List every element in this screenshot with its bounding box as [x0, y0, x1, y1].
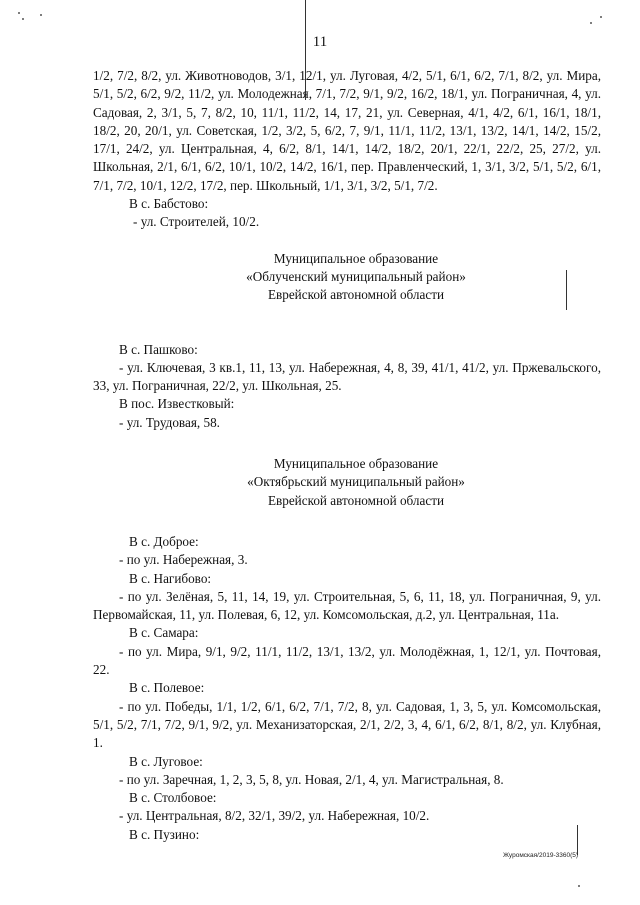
village-label-samara: В с. Самара:: [129, 625, 199, 641]
section-heading-line2: «Облученский муниципальный район»: [246, 268, 466, 284]
page-number: 11: [312, 34, 328, 50]
village-label-dobroe: В с. Доброе:: [129, 533, 199, 549]
address-paragraph: 1/2, 7/2, 8/2, ул. Животноводов, 3/1, 12/1, ул. Луговая, 4/2, 5/1, 6/1, 6/2, 7/1, 8/2, ул. Мира, 5/1, 5/2, 6/2, 9/2, 11/2, ул. Молодежная, 7/1, 7/2, 9/1, 9/2, 16/2, 18/1, ул. Пограничная, 4, ул. Садовая, 2, 3/1, 5, 7, 8/2, 10, 11/1, 11/2, 14, 17, 21, ул. Северная, 4/1, 4/2, 6/1, 16/1, 18/1, 18/2, 20, 20/1, ул. Советская, 1/2, 3/2, 5, 6/2, 7, 9/1, 11/1, 11/2, 13/1, 13/2, 14/1, 14/2, 15/2, 17/1, 24/2, ул. Центральная, 4, 6/2, 8/1, 14/1, 14/2, 18/2, 20/1, 22/1, 22/2, 25, 27/2, ул. Школьная, 2/1, 6/1, 6/2, 10/1, 10/2, 14/2, 16/1, пер. Правленческий, 1, 3/1, 3/2, 5/1, 5/2, 6/1, 7/1, 7/2, 10/1, 12/2, 17/2, пер. Школьный, 1/1, 3/1, 3/2, 5/1, 7/2.: [93, 68, 601, 193]
section-heading-line1: Муниципальное образование: [273, 456, 439, 472]
section-heading-line3: Еврейской автономной области: [267, 287, 445, 303]
scan-artifact-dot: [578, 885, 580, 887]
street-list-polevoe: - по ул. Победы, 1/1, 1/2, 6/1, 6/2, 7/1, 7/2, 8, ул. Садовая, 1, 3, 5, ул. Комсомольская, 5/1, 5/2, 7/1, 7/2, 9/1, 9/2, ул. Механизаторская, 2/1, 2/2, 3, 4, 6/1, 6/2, 8/1, 8/2, ул. Клубная, 1.: [93, 698, 601, 751]
village-label-lugovoe: В с. Луговое:: [129, 753, 203, 769]
document-body: [93, 67, 601, 844]
street-list-babstovo: - ул. Строителей, 10/2.: [133, 214, 260, 230]
document-footer-code: Журомская/2019-3360(5): [503, 852, 579, 859]
scan-artifact-dot: [22, 18, 24, 20]
village-label-izvestkovy: В пос. Известковый:: [119, 396, 235, 412]
scan-artifact-dot: [40, 14, 42, 16]
street-list-lugovoe: - по ул. Заречная, 1, 2, 3, 5, 8, ул. Новая, 2/1, 4, ул. Магистральная, 8.: [119, 771, 504, 787]
street-list-dobroe: - по ул. Набережная, 3.: [119, 552, 248, 568]
section-heading-line3: Еврейской автономной области: [267, 492, 445, 508]
section-heading-line2: «Октябрьский муниципальный район»: [247, 474, 465, 490]
village-label-pashkovo: В с. Пашково:: [119, 341, 198, 357]
street-list-stolbovoe: - ул. Центральная, 8/2, 32/1, 39/2, ул. Набережная, 10/2.: [119, 808, 430, 824]
village-label-polevoe: В с. Полевое:: [129, 680, 205, 696]
village-label-babstovo: В с. Бабстово:: [129, 196, 209, 212]
scan-artifact-dot: [590, 22, 592, 24]
street-list-nagibovo: - по ул. Зелёная, 5, 11, 14, 19, ул. Строительная, 5, 6, 11, 18, ул. Пограничная, 9, ул. Первомайская, 11, ул. Полевая, 6, 12, ул. Комсомольская, д.2, ул. Центральная, 11а.: [93, 588, 601, 623]
street-list-samara: - по ул. Мира, 9/1, 9/2, 11/1, 11/2, 13/1, 13/2, ул. Молодёжная, 1, 12/1, ул. Почтовая, 22.: [93, 643, 601, 678]
scan-artifact-dot: [18, 12, 20, 14]
scan-artifact-dot: [600, 16, 602, 18]
street-list-pashkovo: - ул. Ключевая, 3 кв.1, 11, 13, ул. Набережная, 4, 8, 39, 41/1, 41/2, ул. Пржевальского, 33, ул. Пограничная, 22/2, ул. Школьная, 25.: [93, 359, 601, 394]
village-label-nagibovo: В с. Нагибово:: [129, 570, 212, 586]
village-label-stolbovoe: В с. Столбовое:: [129, 790, 217, 806]
village-label-puzino: В с. Пузино:: [129, 826, 200, 842]
street-list-izvestkovy: - ул. Трудовая, 58.: [119, 414, 220, 430]
section-heading-line1: Муниципальное образование: [273, 250, 439, 266]
